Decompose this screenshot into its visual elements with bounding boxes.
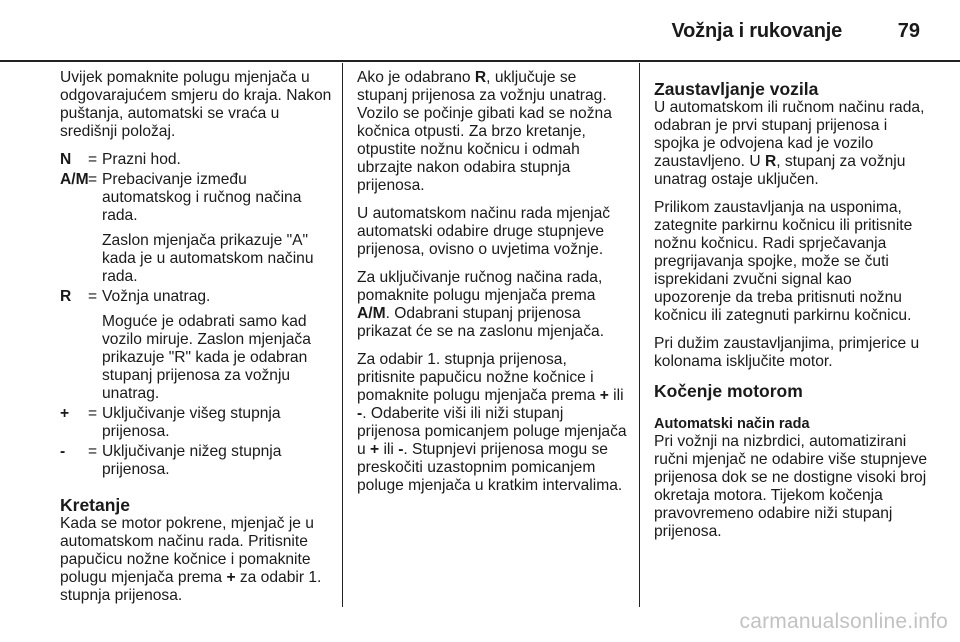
intro-paragraph: Uvijek pomaknite polugu mjenjača u odgovarajućem smjeru do kraja. Nakon puštanja, automatski se vraća u središnji položaj.	[60, 69, 332, 140]
definition-am	[60, 171, 332, 286]
definition-equals: =	[88, 405, 98, 422]
text-run: ili	[608, 387, 624, 404]
definition-equals: =	[88, 151, 98, 168]
definition-text	[102, 288, 332, 403]
column-divider	[342, 63, 343, 607]
text-run: . Odabrani stupanj prijenosa prikazat će se na zaslonu mjenjača.	[357, 305, 605, 340]
definition-line: Prazni hod.	[102, 151, 181, 168]
gear-selection-paragraph	[357, 351, 629, 495]
text-run: . Odaberite viši ili niži stupanj prijenosa pomicanjem poluge mjenjača u	[357, 405, 627, 458]
symbol-r: R	[474, 69, 487, 86]
column-1	[60, 69, 332, 615]
kretanje-paragraph	[60, 515, 332, 605]
text-run: U automatskom ili ručnom načinu rada, odabran je prvi stupanj prijenosa i spojka je odvojena kad je vozilo zaustavljeno. U	[654, 99, 925, 170]
section-heading-engine-braking: Kočenje motorom	[654, 381, 803, 401]
incline-paragraph: Prilikom zaustavljanja na usponima, zategnite parkirnu kočnicu ili pritisnite nožnu kočnicu. Radi sprječavanja pregrijavanja spojke, može se čuti isprekidani zvučni signal kao upozorenje da treba pritisnuti nožnu kočnicu ili zategnuti parkirnu kočnicu.	[654, 199, 913, 324]
column-2	[357, 69, 629, 505]
definition-term: N	[60, 151, 72, 168]
definition-line: Vožnja unatrag.	[102, 288, 211, 305]
text-run: , uključuje se stupanj prijenosa za vožnju unatrag. Vozilo se počinje gibati kad se nožna kočnica otpusti. Za brzo kretanje, otpustite nožnu kočnicu i odmah ubrzajte nakon odabira stupnja prijenosa.	[357, 69, 612, 194]
definition-term: A/M	[60, 171, 89, 188]
column-divider	[639, 63, 640, 607]
long-stop-paragraph: Pri dužim zaustavljanjima, primjerice u kolonama isključite motor.	[654, 335, 920, 370]
automatic-mode-paragraph: U automatskom načinu rada mjenjač automatski odabire druge stupnjeve prijenosa, ovisno o uvjetima vožnje.	[357, 205, 611, 258]
text-run: . Stupnjevi prijenosa mogu se preskočiti uzastopnim pomicanjem poluge mjenjača u kratkim intervalima.	[357, 441, 623, 494]
text-run: Za uključivanje ručnog načina rada, pomaknite polugu mjenjača prema	[357, 269, 603, 304]
subheading-automatic-mode: Automatski način rada	[654, 416, 810, 432]
definition-line: Prebacivanje između automatskog i ručnog načina rada.	[102, 171, 302, 224]
symbol-r: R	[764, 153, 777, 170]
symbol-plus: +	[226, 569, 236, 586]
definition-equals: =	[88, 288, 98, 305]
definition-line: Uključivanje višeg stupnja prijenosa.	[102, 405, 281, 440]
text-run: Za odabir 1. stupnja prijenosa, pritisnite papučicu nožne kočnice i pomaknite polugu mjenjača prema	[357, 351, 600, 404]
text-run: ili	[379, 441, 399, 458]
symbol-minus: -	[398, 441, 404, 458]
definition-minus	[60, 443, 332, 479]
symbol-plus: +	[599, 387, 609, 404]
header-rule	[0, 60, 960, 62]
text-run: , stupanj za vožnju unatrag ostaje uključen.	[654, 153, 906, 188]
definition-term: +	[60, 405, 70, 422]
symbol-am: A/M	[357, 305, 386, 322]
definition-term: R	[60, 288, 72, 305]
definition-plus	[60, 405, 332, 441]
manual-mode-paragraph	[357, 269, 629, 341]
definition-line: Uključivanje nižeg stupnja prijenosa.	[102, 443, 282, 478]
page-header-title: Vožnja i rukovanje	[671, 20, 842, 42]
symbol-plus: +	[370, 441, 380, 458]
text-run: Kada se motor pokrene, mjenjač je u automatskom načinu rada. Pritisnite papučicu nožne kočnice i pomaknite polugu mjenjača prema	[60, 515, 314, 586]
definition-term: -	[60, 443, 66, 460]
text-run: za odabir 1. stupnja prijenosa.	[60, 569, 322, 604]
stopping-paragraph	[654, 99, 929, 189]
definition-text	[102, 443, 332, 479]
section-heading-kretanje: Kretanje	[60, 495, 131, 515]
definition-text	[102, 405, 332, 441]
definition-n	[60, 151, 332, 169]
definition-list	[60, 151, 332, 479]
text-run: Ako je odabrano	[357, 69, 475, 86]
definition-line: Zaslon mjenjača prikazuje "A" kada je u automatskom načinu rada.	[102, 232, 314, 285]
column-3	[654, 69, 929, 551]
definition-text	[102, 151, 332, 169]
definition-r	[60, 288, 332, 403]
engine-braking-paragraph: Pri vožnji na nizbrdici, automatizirani ručni mjenjač ne odabire više stupnjeve prijenosa dok se ne dostigne visoki broj okretaja motora. Tijekom kočenja pravovremeno odabire niži stupanj prijenosa.	[654, 433, 928, 540]
definition-text	[102, 171, 332, 286]
watermark: carmanualsonline.info	[739, 610, 948, 633]
reverse-paragraph	[357, 69, 629, 195]
symbol-minus: -	[357, 405, 363, 422]
page-number: 79	[897, 20, 920, 42]
definition-line: Moguće je odabrati samo kad vozilo miruje. Zaslon mjenjača prikazuje "R" kada je odabran stupanj prijenosa za vožnju unatrag.	[102, 313, 311, 402]
definition-equals: =	[88, 171, 98, 188]
definition-equals: =	[88, 443, 98, 460]
section-heading-stopping: Zaustavljanje vozila	[654, 79, 819, 99]
